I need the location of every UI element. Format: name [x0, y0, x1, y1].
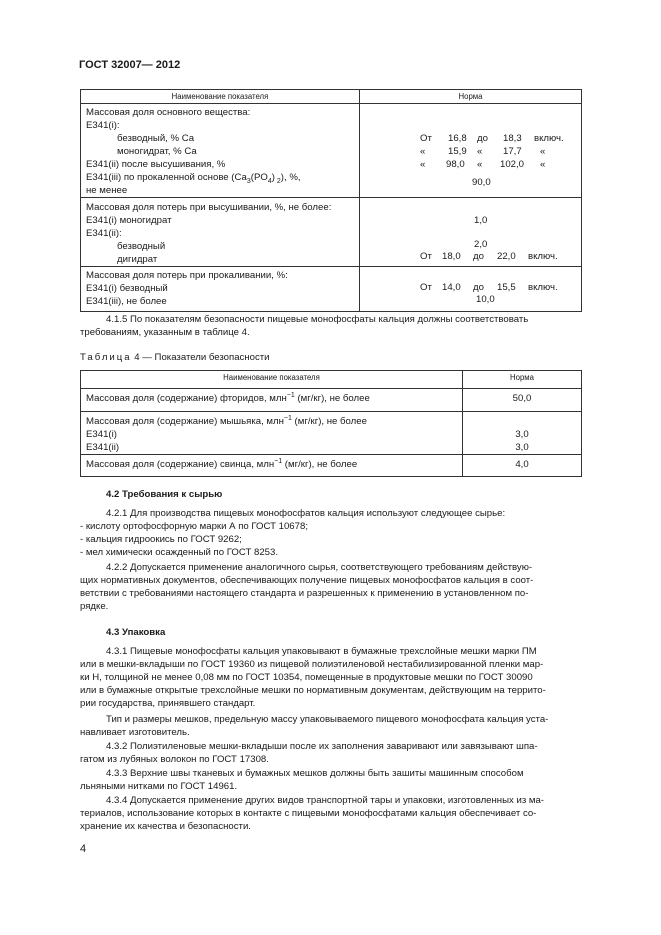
subscript: 4 — [267, 177, 272, 185]
table-cell-name — [81, 104, 360, 198]
row-text: Массовая доля потерь при высушивании, %, не более: — [86, 202, 332, 213]
table-cell-norm — [360, 198, 582, 267]
superscript: −1 — [274, 457, 283, 465]
row-text: Е341(i): — [86, 120, 120, 131]
norm-text: до — [477, 133, 488, 144]
norm-text: 2,0 — [474, 239, 488, 250]
row-text: Массовая доля основного вещества: — [86, 107, 251, 118]
table-row — [81, 267, 582, 312]
row-text: моногидрат, % Са — [117, 146, 197, 157]
norm-text: 90,0 — [472, 177, 491, 188]
superscript: −1 — [286, 391, 295, 399]
table-cell-name — [81, 455, 463, 477]
row-text: Массовая доля (содержание) свинца, млн — [86, 459, 275, 470]
norm-text: « — [477, 146, 483, 157]
paragraph-4-2-1 — [80, 507, 582, 559]
text-line: 4.3.3 Верхние швы тканевых и бумажных мешков должны быть зашиты машинным способом — [106, 768, 524, 779]
document-header: ГОСТ 32007— 2012 — [79, 59, 181, 71]
norm-text: 22,0 — [497, 251, 516, 262]
norm-text: 102,0 — [500, 159, 525, 170]
norm-text: 18,0 — [442, 251, 461, 262]
paragraph-4-2-2 — [80, 561, 582, 613]
table-header-norm: Норма — [463, 371, 582, 389]
row-text: (мг/кг), не более — [294, 393, 370, 404]
norm-text: включ. — [528, 282, 558, 293]
norm-text: включ. — [528, 251, 558, 262]
norm-text: « — [420, 146, 426, 157]
row-text: Е341(iii), не более — [86, 296, 167, 307]
caption-text: 4 — Показатели безопасности — [134, 352, 270, 363]
paragraph-4-3-2 — [80, 740, 582, 766]
norm-text: « — [420, 159, 426, 170]
table-header-name: Наименование показателя — [81, 371, 463, 389]
row-text: Массовая доля потерь при прокаливании, %: — [86, 270, 288, 281]
row-text: Массовая доля (содержание) фторидов, млн — [86, 393, 287, 404]
table-cell-norm — [360, 267, 582, 312]
row-text: ) — [271, 172, 275, 183]
table-row — [81, 198, 582, 267]
table-cell-name — [81, 389, 463, 412]
text-line: 4.1.5 По показателям безопасности пищевые монофосфаты кальция должны соответствовать — [106, 314, 529, 325]
text-line: 4.3.1 Пищевые монофосфаты кальция упаковывают в бумажные трехслойные мешки марки ПМ — [106, 646, 537, 657]
table-row — [81, 389, 582, 412]
table-row — [81, 455, 582, 477]
norm-text: « — [477, 159, 483, 170]
superscript: −1 — [283, 414, 292, 422]
norm-text: 1,0 — [474, 215, 488, 226]
text-line: требованиям, указанным в таблице 4. — [80, 327, 250, 338]
subscript: 2 — [274, 177, 281, 185]
row-text: Е341(i) моногидрат — [86, 215, 172, 226]
row-text: Е341(ii): — [86, 228, 122, 239]
formula-line — [86, 171, 359, 184]
norm-text: включ. — [534, 133, 564, 144]
norm-text: 15,9 — [448, 146, 467, 157]
subscript: 3 — [246, 177, 251, 185]
row-text: Е341(i) безводный — [86, 283, 168, 294]
norm-text: « — [540, 159, 546, 170]
list-item: - мел химически осажденный по ГОСТ 8253. — [80, 547, 278, 558]
norm-text: 18,3 — [503, 133, 522, 144]
text-line: льняными нитками по ГОСТ 14961. — [80, 781, 238, 792]
norm-text: От — [420, 133, 432, 144]
norm-text: 14,0 — [442, 282, 461, 293]
text-line: навливает изготовитель. — [80, 727, 190, 738]
paragraph-4-1-5 — [80, 313, 582, 339]
section-4-3-title: 4.3 Упаковка — [106, 627, 166, 638]
table-header-name: Наименование показателя — [81, 90, 360, 104]
row-text: дигидрат — [117, 254, 158, 265]
text-line: 4.3.2 Полиэтиленовые мешки-вкладыши после их заполнения заваривают или завязывают шпа- — [106, 741, 538, 752]
row-text: Е341(ii) после высушивания, % — [86, 159, 226, 170]
norm-text: « — [540, 146, 546, 157]
list-item: - кислоту ортофосфорную марки А по ГОСТ 10678; — [80, 521, 308, 532]
row-text: (PO — [250, 172, 268, 183]
section-4-2-title: 4.2 Требования к сырью — [106, 489, 223, 500]
text-line: ки Н, толщиной не менее 0,08 мм по ГОСТ 10354, помещенные в продуктовые мешки по ГОСТ 30090 — [80, 672, 533, 683]
norm-text: 98,0 — [446, 159, 465, 170]
row-text: ), %, — [280, 172, 301, 183]
table-cell-norm: 4,0 — [463, 455, 582, 477]
text-line: териалов, использование которых в контакте с пищевыми монофосфатами кальция обеспечивает со- — [80, 808, 537, 819]
norm-text: 15,5 — [497, 282, 516, 293]
text-line: ветствии с требованиями настоящего стандарта и разрешенных к применению в установленном по- — [80, 588, 529, 599]
paragraph-4-3-1 — [80, 645, 582, 710]
table-cell-name — [81, 198, 360, 267]
safety-table — [80, 370, 582, 477]
text-line: 4.3.4 Допускается применение других видов транспортной тары и упаковки, изготовленных из ма- — [106, 795, 545, 806]
text-line: гатом из лубяных волокон по ГОСТ 17308. — [80, 754, 269, 765]
text-line: 4.2.2 Допускается применение аналогичного сырья, соответствующего требованиям действую- — [106, 562, 533, 573]
table-cell-name — [81, 267, 360, 312]
text-line: 4.2.1 Для производства пищевых монофосфатов кальция используют следующее сырье: — [106, 508, 506, 519]
table-header-norm: Норма — [360, 90, 582, 104]
norm-text: 3,0 — [515, 442, 529, 453]
row-text: не менее — [86, 185, 128, 196]
page-number: 4 — [80, 843, 87, 855]
norm-text: 17,7 — [503, 146, 522, 157]
table-4-caption — [80, 351, 270, 364]
paragraph-4-3-3 — [80, 767, 582, 793]
text-line: или в мешки-вкладыши по ГОСТ 19360 из пищевой полиэтиленовой нестабилизированной пленки мар- — [80, 659, 544, 670]
text-line: хранение их качества и безопасности. — [80, 821, 251, 832]
row-text: Е341(iii) по прокаленной основе (Са — [86, 172, 247, 183]
paragraph-package-type — [80, 713, 582, 739]
norm-text: до — [473, 282, 484, 293]
paragraph-4-3-4 — [80, 794, 582, 833]
table-row — [81, 412, 582, 455]
table-cell-name — [81, 412, 463, 455]
text-line: щих нормативных документов, обеспечивающих получение пищевых монофосфатов кальция в соот- — [80, 575, 534, 586]
table-cell-norm — [463, 412, 582, 455]
norm-text: От — [420, 251, 432, 262]
row-text: Е341(i) — [86, 429, 117, 440]
row-text: Е341(ii) — [86, 442, 120, 453]
norm-text: до — [473, 251, 484, 262]
norm-text: 10,0 — [476, 294, 495, 305]
row-text: (мг/кг), не более — [291, 416, 367, 427]
table-row — [81, 104, 582, 198]
norm-text: 3,0 — [515, 429, 529, 440]
text-line: рии государства, принявшего стандарт. — [80, 698, 256, 709]
table-cell-norm: 50,0 — [463, 389, 582, 412]
table-cell-norm — [360, 104, 582, 198]
norms-table — [80, 89, 582, 312]
text-line: Тип и размеры мешков, предельную массу упаковываемого пищевого монофосфата кальция уста- — [106, 714, 549, 725]
row-text: Массовая доля (содержание) мышьяка, млн — [86, 416, 284, 427]
norm-text: 16,8 — [448, 133, 467, 144]
row-text: безводный, % Са — [117, 133, 195, 144]
caption-label: Таблица — [80, 352, 132, 363]
row-text: безводный — [117, 241, 166, 252]
text-line: рядке. — [80, 601, 109, 612]
text-line: или в бумажные открытые трехслойные мешки по нормативным документам, действующим на террито- — [80, 685, 546, 696]
row-text: (мг/кг), не более — [282, 459, 358, 470]
norm-text: От — [420, 282, 432, 293]
list-item: - кальция гидроокись по ГОСТ 9262; — [80, 534, 242, 545]
